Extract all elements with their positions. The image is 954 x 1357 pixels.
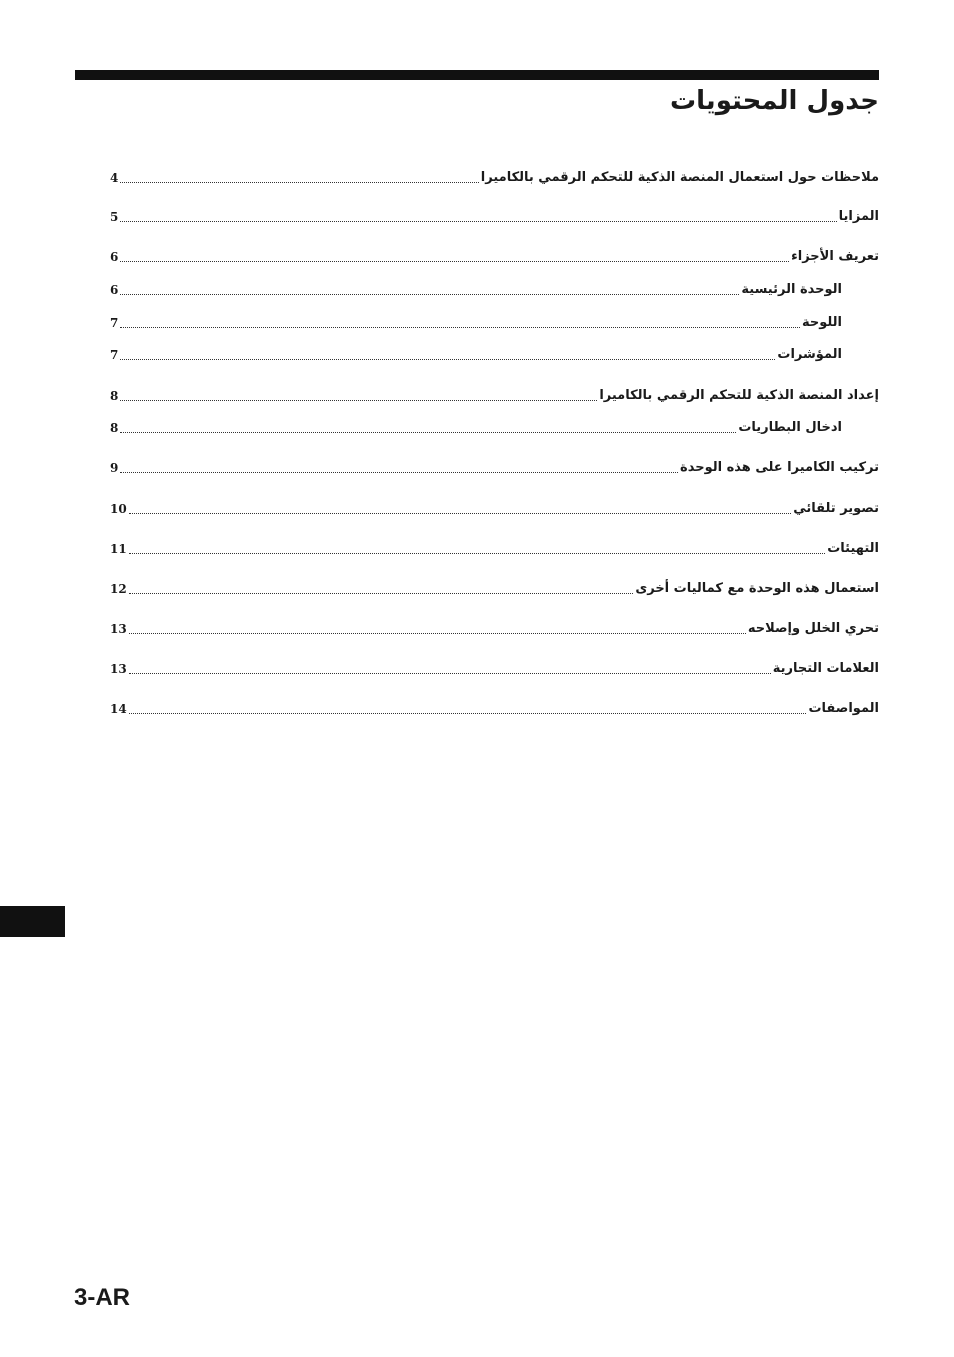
toc-dot-leader xyxy=(129,633,746,634)
toc-entry-page: 7 xyxy=(110,316,119,330)
toc-entry[interactable] xyxy=(110,496,879,518)
toc-dot-leader xyxy=(120,359,775,360)
toc-dot-leader xyxy=(129,593,634,594)
page-title: جدول المحتويات xyxy=(670,86,879,116)
toc-dot-leader xyxy=(120,327,800,328)
toc-entry[interactable] xyxy=(110,696,879,718)
toc-dot-leader xyxy=(120,400,597,401)
toc-entry-title: تركيب الكاميرا على هذه الوحدة xyxy=(680,460,879,475)
toc-entry-page: 8 xyxy=(110,389,119,403)
toc-entry-page: 6 xyxy=(110,250,119,264)
toc-entry-page: 6 xyxy=(110,283,119,297)
toc-entry-title: المؤشرات xyxy=(777,347,842,362)
toc-entry[interactable] xyxy=(110,204,879,226)
toc-dot-leader xyxy=(129,513,792,514)
toc-entry-title: ادخال البطاريات xyxy=(738,420,842,435)
toc-entry-page: 4 xyxy=(110,171,119,185)
toc-entry-page: 8 xyxy=(110,421,119,435)
toc-entry-title: التهيئات xyxy=(827,541,879,556)
toc-entry-title: الوحدة الرئيسية xyxy=(741,282,842,297)
top-rule xyxy=(75,70,879,80)
toc-entry-title: اللوحة xyxy=(801,315,842,330)
toc-dot-leader xyxy=(120,432,736,433)
toc-entry-page: 10 xyxy=(110,502,127,516)
toc-entry-title: المزايا xyxy=(838,209,879,224)
toc-entry[interactable] xyxy=(110,244,879,266)
toc-dot-leader xyxy=(120,221,836,222)
toc-entry[interactable] xyxy=(110,415,842,437)
toc-entry-title: المواصفات xyxy=(808,701,879,716)
page-number: 3-AR xyxy=(74,1284,131,1311)
toc-entry[interactable] xyxy=(110,536,879,558)
toc-entry-title: استعمال هذه الوحدة مع كماليات أخرى xyxy=(635,581,879,596)
toc-dot-leader xyxy=(129,673,771,674)
toc-dot-leader xyxy=(120,294,739,295)
toc-dot-leader xyxy=(129,553,826,554)
toc-entry[interactable] xyxy=(110,342,842,364)
toc-entry[interactable] xyxy=(110,165,879,187)
toc-dot-leader xyxy=(120,472,678,473)
toc-entry[interactable] xyxy=(110,656,879,678)
toc-entry[interactable] xyxy=(110,277,842,299)
toc-dot-leader xyxy=(120,261,789,262)
toc-entry-title: ملاحظات حول استعمال المنصة الذكية للتحكم الرقمي بالكاميرا xyxy=(480,170,879,185)
toc-entry[interactable] xyxy=(110,455,879,477)
toc-entry-title: العلامات التجارية xyxy=(772,661,879,676)
toc-entry-title: إعداد المنصة الذكية للتحكم الرقمي بالكاميرا xyxy=(599,388,879,403)
toc-entry[interactable] xyxy=(110,310,842,332)
toc-dot-leader xyxy=(120,182,478,183)
toc-entry-page: 11 xyxy=(110,542,127,556)
toc-entry-page: 12 xyxy=(110,582,127,596)
toc-entry-page: 14 xyxy=(110,702,127,716)
toc-dot-leader xyxy=(129,713,807,714)
side-tab-marker xyxy=(0,906,65,937)
toc-entry-page: 5 xyxy=(110,210,119,224)
toc-entry[interactable] xyxy=(110,383,879,405)
toc-entry-page: 13 xyxy=(110,622,127,636)
toc-entry-page: 9 xyxy=(110,461,119,475)
toc-entry-title: تعريف الأجزاء xyxy=(791,249,879,264)
toc-entry-title: تحري الخلل وإصلاحه xyxy=(747,621,879,636)
toc-entry-page: 13 xyxy=(110,662,127,676)
toc-entry[interactable] xyxy=(110,616,879,638)
toc-entry[interactable] xyxy=(110,576,879,598)
toc-entry-page: 7 xyxy=(110,348,119,362)
toc-entry-title: تصوير تلقائي xyxy=(793,501,879,516)
